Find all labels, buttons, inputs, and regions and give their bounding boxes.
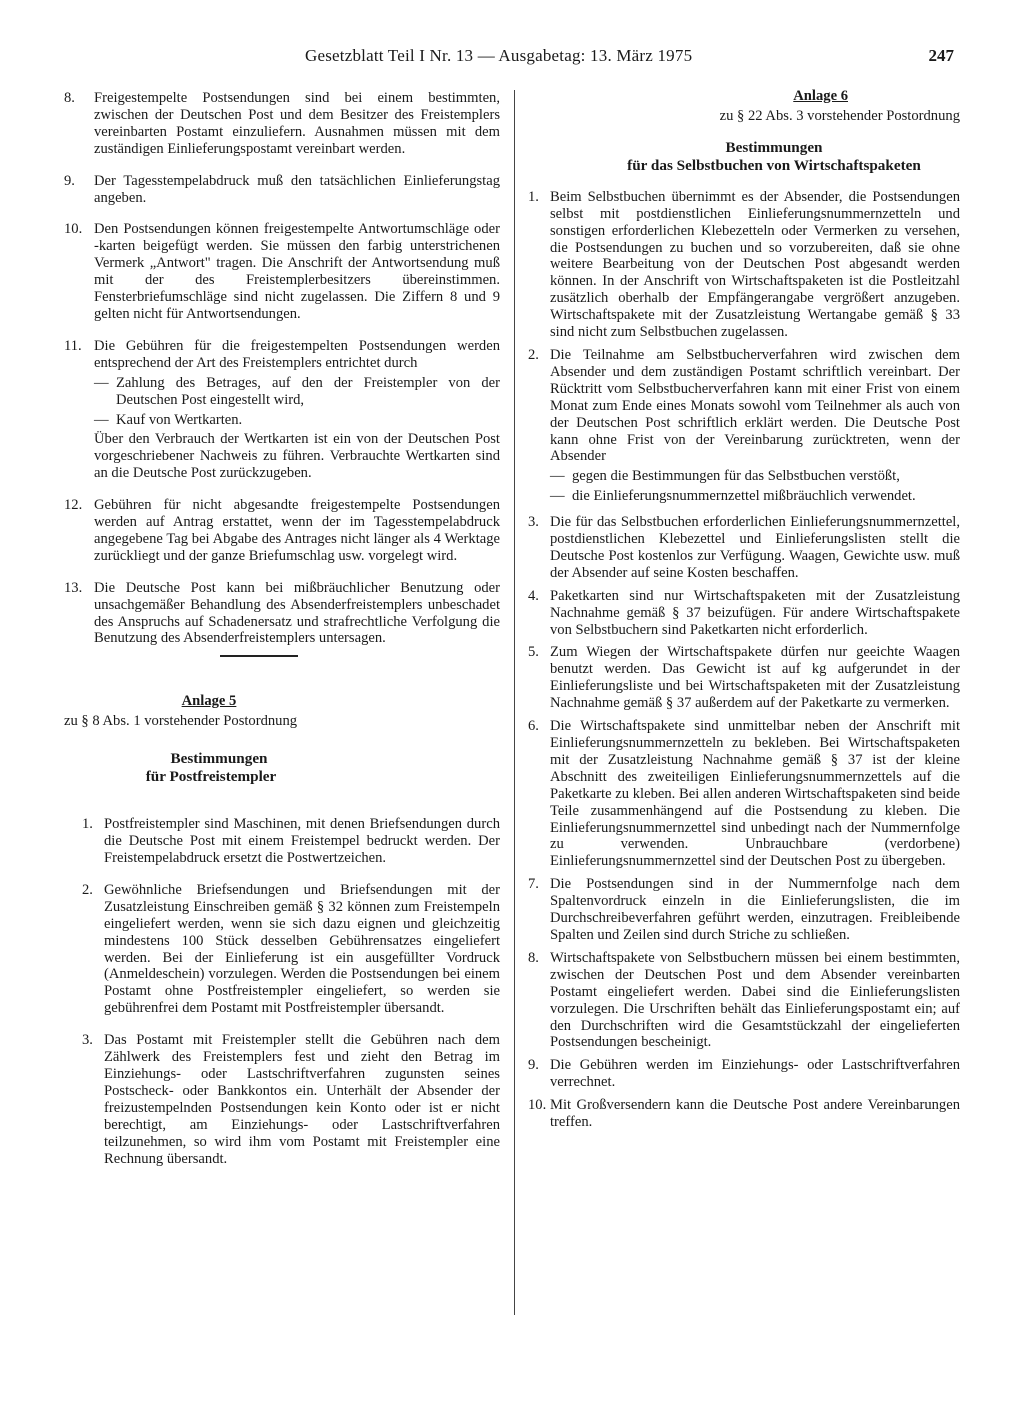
section-heading: für Postfreistempler (145, 768, 277, 786)
list-item (528, 189, 960, 341)
item-text: Mit Großversendern kann die Deutsche Post andere Vereinbarungen treffen. (550, 1097, 960, 1131)
list-item (528, 718, 960, 870)
dash-item (94, 412, 500, 429)
anlage-title: Anlage 6 (793, 88, 848, 104)
section-heading: Bestimmungen (725, 138, 823, 156)
item-number: 13. (64, 579, 83, 596)
list-item (528, 644, 960, 712)
item-number: 5. (528, 644, 539, 661)
item-text: Die Wirtschaftspakete sind unmittelbar neben der Anschrift mit Einlieferungsnummernzetteln zu bekleben. Bei Wirtschaftspaketen mit der Zusatzleistung Nachnahme gemäß § 37 ist der kleine Abschnitt des zweiteiligen Einlieferungsnummernzettels auf die Paketkarte zu kleben. Bei allen anderen Wirtschaftspaketen sind beide Teile zusammenhängend auf die Postsendung zu kleben. Die Einlieferungsnummernzettel sind unbedingt nach der Nummernfolge zu verwenden. Unbrauchbare (verdorbene) Einlieferungsnummernzettel sind der Deutschen Post zu übergeben. (550, 718, 960, 870)
dash-mark: — (94, 374, 109, 391)
list-item (64, 1032, 500, 1167)
item-text: Die Teilnahme am Selbstbucherverfahren wird zwischen dem Absender und dem zuständigen Postamt schriftlich vereinbart. Der Rücktritt vom Selbstbucherverfahren kann mit einer Frist von einem Monat zum Ende eines Monats sowohl vom Teilnehmer als auch von der Deutschen Post schriftlich erklärt werden. Die Deutsche Post kann ohne Frist von der Vereinbarung zurücktreten, wenn der Absender (550, 346, 960, 465)
dash-text: Zahlung des Betrages, auf den der Freistempler von der Deutschen Post eingestellt wird, (116, 374, 500, 408)
item-number: 10. (528, 1097, 547, 1114)
list-item (64, 497, 500, 565)
dash-text: die Einlieferungsnummernzettel mißbräuchlich verwendet. (572, 488, 916, 505)
item-number: 3. (82, 1032, 93, 1049)
page-header (0, 46, 1024, 74)
section-heading: Bestimmungen (170, 750, 268, 768)
header-title: Gesetzblatt Teil I Nr. 13 — Ausgabetag: 13. März 1975 (305, 46, 693, 65)
item-number: 9. (528, 1057, 539, 1074)
anlage-subtitle: zu § 8 Abs. 1 vorstehender Postordnung (64, 713, 298, 730)
anlage-title: Anlage 5 (181, 693, 237, 710)
list-item (64, 816, 500, 867)
item-text: Postfreistempler sind Maschinen, mit denen Briefsendungen durch die Deutsche Post mit einem Freistempel bedruckt werden. Der Freistempelabdruck ersetzt die Postwertzeichen. (104, 816, 500, 866)
item-number: 6. (528, 718, 539, 735)
dash-item (94, 375, 500, 409)
item-number: 11. (64, 337, 82, 354)
section-heading: für das Selbstbuchen von Wirtschaftspaketen (627, 156, 921, 174)
list-item (528, 1097, 960, 1131)
item-number: 2. (528, 346, 539, 363)
left-column (64, 90, 500, 1182)
dash-item (550, 488, 960, 505)
item-text: Über den Verbrauch der Wertkarten ist ein von der Deutschen Post vorgeschriebener Nachweis zu führen. Verbrauchte Wertkarten sind an die Deutsche Post zurückzugeben. (94, 431, 500, 482)
right-column (528, 88, 960, 1137)
item-number: 12. (64, 497, 83, 514)
list-item (64, 338, 500, 482)
dash-text: Kauf von Wertkarten. (116, 411, 243, 428)
item-number: 9. (64, 172, 75, 189)
list-item (64, 173, 500, 207)
item-text: Die Gebühren für die freigestempelten Postsendungen werden entsprechend der Art des Freistemplers entrichtet durch (94, 337, 500, 371)
list-item (528, 514, 960, 582)
item-text: Gebühren für nicht abgesandte freigestempelte Postsendungen werden auf Antrag erstattet, wenn der im Tagesstempelabdruck angegebene Tag bei Abgabe des Antrages nicht länger als 4 Werktage zurückliegt und der ganze Briefumschlag usw. vorgelegt wird. (94, 497, 500, 564)
item-text: Freigestempelte Postsendungen sind bei einem bestimmten, zwischen der Deutschen Post und dem Besitzer des Freistemplers vereinbarten Postamt einzuliefern. Ausnahmen müssen mit dem zuständigen Einlieferungspostamt vereinbart werden. (94, 90, 500, 157)
item-text: Den Postsendungen können freigestempelte Antwortumschläge oder -karten beigefügt werden. Sie müssen den farbig unterstrichenen Vermerk „Antwort" tragen. Die Anschrift der Antwortsendung muß mit der des Freistemplerbesitzers übereinstimmen. Fensterbriefumschläge sind nicht zugelassen. Die Ziffern 8 und 9 gelten nicht für Antwortsendungen. (94, 221, 500, 322)
item-text: Zum Wiegen der Wirtschaftspakete dürfen nur geeichte Waagen benutzt werden. Das Gewicht ist auf kg aufgerundet in der Einlieferungsliste und bei Wirtschaftspaketen mit der Zusatzleistung Nachnahme gemäß § 37 außerdem auf der Paketkarte zu vermerken. (550, 644, 960, 712)
list-item (64, 90, 500, 158)
list-item (64, 882, 500, 1017)
item-text: Beim Selbstbuchen übernimmt es der Absender, die Postsendungen selbst mit postdienstlichen Einlieferungsnummernzetteln und sonstigen erforderlichen Klebezetteln oder Vermerken zu versehen, die Postsendungen zu buchen und so vorzubereiten, daß sie ohne weitere Bearbeitung von der Deutschen Post abgesandt werden können. In der Anschrift von Wirtschaftspaketen ist die Postleitzahl zusätzlich oberhalb der Empfängerangabe vergrößert anzugeben. Wirtschaftspakete mit der Zusatzleistung Wertangabe gemäß § 33 sind nicht zum Selbstbuchen zugelassen. (550, 188, 960, 341)
item-text: Der Tagesstempelabdruck muß den tatsächlichen Einlieferungstag angeben. (94, 172, 500, 206)
item-number: 8. (64, 90, 75, 106)
item-number: 7. (528, 876, 539, 893)
dash-mark: — (550, 488, 565, 505)
item-number: 1. (82, 816, 93, 833)
item-text: Die Postsendungen sind in der Nummernfolge nach dem Spaltenvordruck einzeln in die Einlieferungslisten, die im Durchschreibeverfahren geführt werden, einzutragen. Freibleibende Spalten und Zeilen sind durch Striche zu schließen. (550, 876, 960, 943)
list-item (64, 580, 500, 648)
item-text: Wirtschaftspakete von Selbstbuchern müssen bei einem bestimmten, zwischen der Deutschen Post und dem Absender vereinbarten Postamt eingeliefert werden. Dabei sind die Einlieferungslisten vorzulegen. Die Urschriften behält das Einlieferungspostamt ein; auf den Durchschriften wird die Gesamtstückzahl der eingelieferten Postsendungen bescheinigt. (550, 949, 960, 1051)
item-number: 3. (528, 514, 539, 531)
column-divider (514, 90, 515, 1315)
item-text: Die Gebühren werden im Einziehungs- oder Lastschriftverfahren verrechnet. (550, 1057, 960, 1091)
item-number: 1. (528, 188, 539, 205)
dash-mark: — (94, 411, 109, 428)
dash-text: gegen die Bestimmungen für das Selbstbuchen verstößt, (572, 468, 900, 485)
list-item (528, 876, 960, 944)
dash-item (550, 468, 960, 485)
item-text: Die Deutsche Post kann bei mißbräuchlicher Benutzung oder unsachgemäßer Behandlung des Absenderfreistemplers unbeschadet des Anspruchs auf Schadenersatz und strafrechtliche Verfolgung die Benutzung des Absenderfreistemplers untersagen. (94, 579, 500, 647)
item-number: 2. (82, 881, 93, 898)
item-text: Die für das Selbstbuchen erforderlichen Einlieferungsnummernzettel, postdienstlichen Klebezettel und Einlieferungslisten stellt die Deutsche Post kostenlos zur Verfügung. Waagen, Gewichte usw. muß der Absender auf seine Kosten beschaffen. (550, 514, 960, 581)
anlage-subtitle: zu § 22 Abs. 3 vorstehender Postordnung (719, 107, 960, 124)
list-item (528, 1057, 960, 1091)
item-number: 10. (64, 221, 83, 238)
item-text: Das Postamt mit Freistempler stellt die Gebühren nach dem Zählwerk des Freistemplers fest und zieht den Betrag im Einziehungs- oder Lastschriftverfahren zugunsten seines Postscheck- oder Bankkontos ein. Unterhält der Absender der freizustempelnden Postsendungen kein Konto oder ist er nicht berechtigt, am Einziehungs- oder Lastschriftverfahren teilzunehmen, so wird ihm vom Postamt mit Freistempler eine Rechnung übersandt. (104, 1032, 500, 1167)
page-number: 247 (928, 46, 954, 65)
dash-mark: — (550, 468, 565, 485)
item-text: Gewöhnliche Briefsendungen und Briefsendungen mit der Zusatzleistung Einschreiben gemäß § 32 können zum Freistempeln eingeliefert werden, wenn sie sich dazu eignen und gleichzeitig mindestens 100 Stück desselben Gebührensatzes eingeliefert werden. Bei der Einlieferung ist ein ausgefüllter Vordruck (Anmeldeschein) vorzulegen. Werden die Postsendungen bei einem Postamt ohne Postfreistempler eingeliefert, so werden sie gebührenfrei dem Postamt mit Postfreistempler übersandt. (104, 881, 500, 1017)
list-item (528, 950, 960, 1051)
item-text: Paketkarten sind nur Wirtschaftspaketen mit der Zusatzleistung Nachnahme gemäß § 37 beizufügen. Für andere Wirtschaftspakete von Selbstbuchern sind Paketkarten nicht erforderlich. (550, 587, 960, 638)
list-item (64, 221, 500, 322)
list-item (528, 588, 960, 639)
item-number: 8. (528, 949, 539, 966)
list-item (528, 347, 960, 508)
item-number: 4. (528, 587, 539, 604)
